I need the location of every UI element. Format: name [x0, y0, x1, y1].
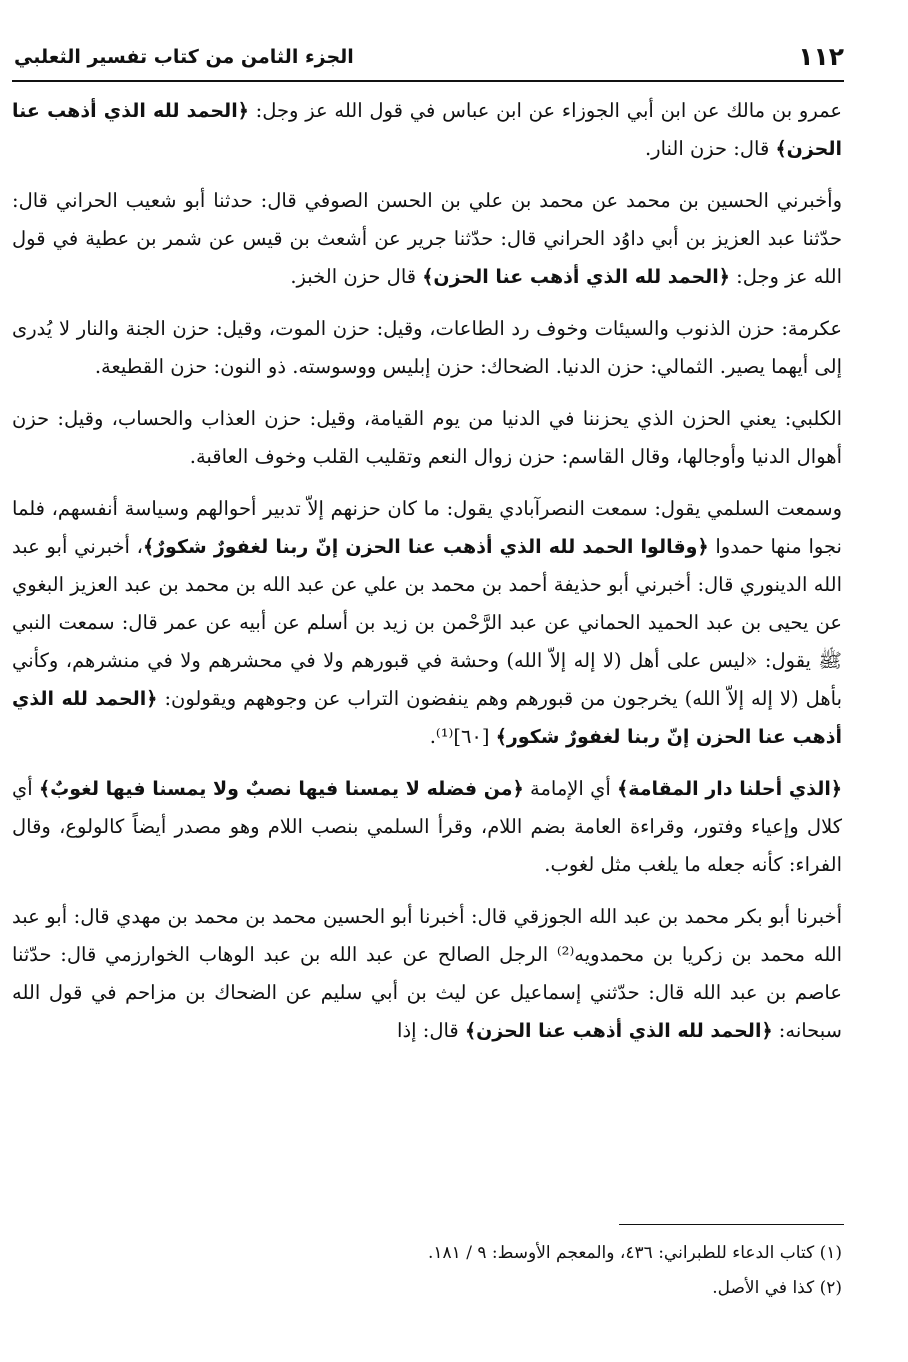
quran-quote: ﴿الحمد لله الذي أذهب عنا الحزن إنّ ربنا لغفورٌ شكور﴾ — [12, 688, 842, 748]
text-run: عمرو بن مالك عن ابن أبي الجوزاء عن ابن عباس في قول الله عز وجل: — [248, 99, 842, 122]
footnote-1: (١) كتاب الدعاء للطبراني: ٤٣٦، والمعجم الأوسط: ٩ / ١٨١. — [428, 1243, 842, 1263]
paragraph-4 — [12, 400, 842, 476]
main-text — [12, 92, 842, 1064]
text-run: قال: إذا — [397, 1019, 465, 1042]
paragraph-6 — [12, 770, 842, 884]
text-run: أي الإمامة — [523, 777, 618, 800]
text-run: عكرمة: حزن الذنوب والسيئات وخوف رد الطاعات، وقيل: حزن الموت، وقيل: حزن الجنة والنار لا يُدرى إلى أيهما يصير. الثمالي: حزن الدنيا. الضحاك: حزن إبليس ووسوسته. ذو النون: حزن القطيعة. — [12, 317, 842, 378]
text-run: ، أخبرني أبو عبد الله الدينوري قال: أخبرني أبو حذيفة أحمد بن محمد بن علي عن عبد الله بن محمد بن عبد العزيز البغوي عن يحيى بن عبد الحميد الحماني عن عبد الرَّحْمن بن زيد بن أسلم عن أبيه عن عمر قال: سمعت النبي ﷺ يقول: «ليس على أهل (لا إله إلاّ الله) وحشة في قبورهم ولا في محشرهم ولا في منشرهم، وكأني بأهل (لا إله إلاّ الله) يخرجون من قبورهم وهم ينفضون التراب عن وجوههم ويقولون: — [12, 535, 842, 710]
text-run: الكلبي: يعني الحزن الذي يحزننا في الدنيا من يوم القيامة، وقيل: حزن العذاب والحساب، وقيل: حزن أهوال الدنيا وأوجالها، وقال القاسم: حزن زوال النعم وتقليب القلب وخوف العاقبة. — [12, 407, 842, 468]
quran-quote: ﴿الحمد لله الذي أذهب عنا الحزن﴾ — [464, 1020, 773, 1042]
paragraph-1 — [12, 92, 842, 168]
text-run: [٦٠] — [453, 725, 496, 748]
footnote-2: (٢) كذا في الأصل. — [712, 1278, 842, 1298]
quran-quote: ﴿الحمد لله الذي أذهب عنا الحزن﴾ — [422, 266, 730, 288]
text-run: ⁽²⁾ — [556, 943, 575, 966]
quran-quote: ﴿وقالوا الحمد لله الذي أذهب عنا الحزن إنّ ربنا لغفورٌ شكورٌ﴾ — [142, 536, 709, 558]
quran-quote: ﴿من فضله لا يمسنا فيها نصبٌ ولا يمسنا فيها لغوبٌ﴾ — [38, 778, 524, 800]
paragraph-3 — [12, 310, 842, 386]
page-header — [12, 40, 844, 76]
text-run: وأخبرني الحسين بن محمد عن محمد بن علي بن الحسن الصوفي قال: حدثنا أبو شعيب الحراني قال: حدّثنا عبد العزيز بن أبي داوُد الحراني قال: حدّثنا جرير عن أشعث بن قيس عن شمر بن عطية في قول الله عز وجل: — [12, 189, 842, 288]
text-run: الرجل الصالح عن عبد الله بن عبد الوهاب الخوارزمي قال: حدّثنا عاصم بن عبد الله قال: حدّثني إسماعيل عن ليث بن أبي سليم عن الضحاك بن مزاحم في قول الله سبحانه: — [12, 943, 842, 1042]
text-run: ⁽¹⁾ — [435, 725, 454, 748]
text-run: . — [429, 725, 436, 748]
paragraph-7 — [12, 898, 842, 1050]
header-divider — [12, 80, 844, 82]
footnote-divider — [619, 1224, 844, 1225]
text-run: أي كلال وإعياء وفتور، وقراءة العامة بضم اللام، وقرأ السلمي بنصب اللام وهو مصدر أيضاً كالولوع، وقال الفراء: كأنه جعله ما يلغب مثل لغوب. — [12, 777, 842, 876]
running-title: الجزء الثامن من كتاب تفسير الثعلبي — [14, 46, 354, 68]
text-run: قال: حزن النار. — [644, 137, 776, 160]
quran-quote: ﴿الحمد لله الذي أذهب عنا الحزن﴾ — [12, 100, 842, 160]
text-run: أخبرنا أبو بكر محمد بن عبد الله الجوزقي قال: أخبرنا أبو الحسين محمد بن محمد بن مهدي قال: أبو عبد الله محمد بن زكريا بن محمدويه — [12, 905, 843, 966]
page-number: ١١٢ — [798, 42, 844, 71]
quran-quote: ﴿الذي أحلنا دار المقامة﴾ — [617, 778, 842, 800]
paragraph-2 — [12, 182, 842, 296]
text-run: وسمعت السلمي يقول: سمعت النصرآبادي يقول: ما كان حزنهم إلاّ تدبير أحوالهم وسياسة أنفسهم، فلما نجوا منها حمدوا — [12, 497, 842, 558]
footnotes — [12, 1236, 842, 1306]
text-run: قال حزن الخبز. — [290, 265, 423, 288]
paragraph-5 — [12, 490, 842, 756]
